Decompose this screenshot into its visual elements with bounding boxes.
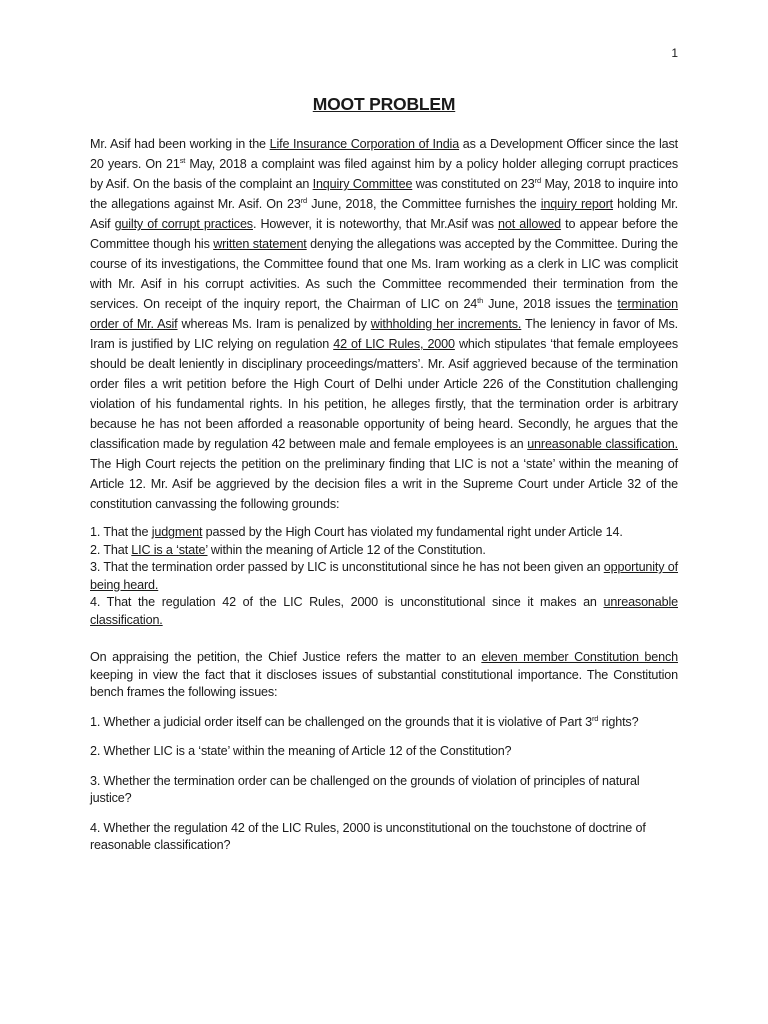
underlined-term: guilty of corrupt practices	[114, 217, 253, 231]
issue-4: 4. Whether the regulation 42 of the LIC Rules, 2000 is unconstitutional on the touchstone of doctrine of reasonable classification?	[90, 820, 646, 852]
document-body	[90, 134, 678, 855]
referral-paragraph: On appraising the petition, the Chief Justice refers the matter to an eleven member Constitution bench keeping in view the fact that it discloses issues of substantial constitutional importance. The Constitution bench frames the following issues:	[90, 650, 678, 699]
underlined-term: unreasonable classification.	[527, 437, 678, 451]
issue-3: 3. Whether the termination order can be challenged on the grounds of violation of principles of natural justice?	[90, 773, 640, 805]
ground-3: 3. That the termination order passed by LIC is unconstitutional since he has not been given an opportunity of being heard.	[90, 560, 679, 592]
page-title: MOOT PROBLEM	[312, 94, 456, 114]
underlined-term: Life Insurance Corporation of India	[269, 137, 460, 151]
underlined-term: not allowed	[498, 217, 561, 231]
underlined-term: withholding her increments.	[370, 317, 522, 331]
underlined-term: 42 of LIC Rules, 2000	[333, 337, 455, 351]
underlined-term: written statement	[213, 237, 307, 251]
ground-1: 1. That the judgment passed by the High Court has violated my fundamental right under Article 14.	[90, 525, 623, 539]
ground-4: 4. That the regulation 42 of the LIC Rules, 2000 is unconstitutional since it makes an unreasonable classification.	[90, 595, 678, 627]
issue-1: 1. Whether a judicial order itself can be challenged on the grounds that it is violative of Part 3rd rights?	[90, 713, 639, 729]
facts-paragraph: Mr. Asif had been working in the Life Insurance Corporation of India as a Development Officer since the last 20 years. On 21st May, 2018 a complaint was filed against him by a policy holder alleging corrupt practices by Asif. On the basis of the complaint an Inquiry Committee was constituted on 23rd May, 2018 to inquire into the allegations against Mr. Asif. On 23rd June, 2018, the Committee furnishes the inquiry report holding Mr. Asif guilty of corrupt practices. However, it is noteworthy, that Mr.Asif was not allowed to appear before the Committee though his written statement denying the allegations was accepted by the Committee. During the course of its investigations, the Committee found that one Ms. Iram working as a clerk in LIC was complicit with Mr. Asif in his corrupt activities. As such the Committee recommended their termination from the services. On receipt of the inquiry report, the Chairman of LIC on 24th June, 2018 issues the termination order of Mr. Asif whereas Ms. Iram is penalized by withholding her increments. The leniency in favor of Ms. Iram is justified by LIC relying on regulation 42 of LIC Rules, 2000 which stipulates ‘that female employees should be dealt leniently in disciplinary proceedings/matters’. Mr. Asif aggrieved because of the termination order files a writ petition before the High Court of Delhi under Article 226 of the Constitution challenging violation of his fundamental rights. In his petition, he alleges firstly, that the termination order is arbitrary because he has not been afforded a reasonable opportunity of being heard. Secondly, he argues that the classification made by regulation 42 between male and female employees is an unreasonable classification. The High Court rejects the petition on the preliminary finding that LIC is not a ‘state’ within the meaning of Article 12. Mr. Asif be aggrieved by the decision files a writ in the Supreme Court under Article 32 of the constitution canvassing the following grounds:	[90, 137, 679, 511]
ground-2: 2. That LIC is a ‘state’ within the meaning of Article 12 of the Constitution.	[90, 542, 486, 557]
issue-2: 2. Whether LIC is a ‘state’ within the meaning of Article 12 of the Constitution?	[90, 744, 512, 758]
underlined-term: termination order of Mr. Asif	[90, 297, 678, 331]
underlined-term: eleven member Constitution bench	[481, 650, 678, 664]
underlined-term: Inquiry Committee	[312, 177, 413, 191]
underlined-term: inquiry report	[540, 197, 613, 211]
page-number: 1	[671, 46, 678, 60]
grounds-list	[90, 524, 678, 629]
